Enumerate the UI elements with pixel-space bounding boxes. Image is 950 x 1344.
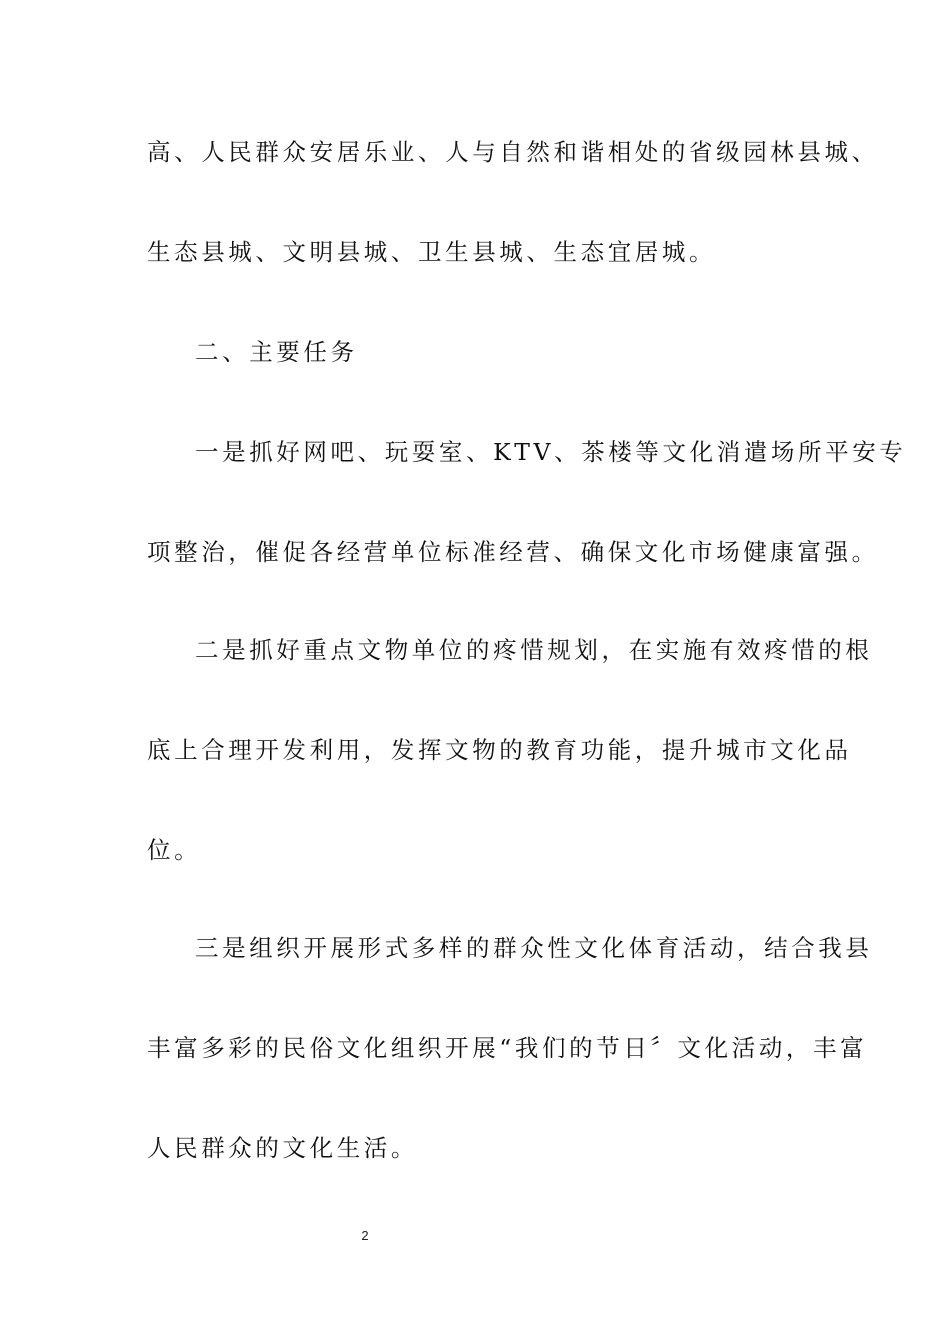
body-text-line: 位。 — [147, 836, 202, 864]
body-text-line: 生态县城、文明县城、卫生县城、生态宜居城。 — [147, 238, 717, 266]
body-text-line: 高、人民群众安居乐业、人与自然和谐相处的省级园林县城、 — [147, 138, 879, 166]
section-heading: 二、主要任务 — [195, 338, 358, 366]
body-text-line: 人民群众的文化生活。 — [147, 1134, 418, 1162]
body-text-line: 项整治，催促各经营单位标准经营、确保文化市场健康富强。 — [147, 538, 879, 566]
body-text-line: 一是抓好网吧、玩耍室、KTV、茶楼等文化消遣场所平安专 — [195, 438, 907, 466]
page-number: 2 — [361, 1228, 369, 1243]
body-text-line: 二是抓好重点文物单位的疼惜规划，在实施有效疼惜的根 — [195, 636, 873, 664]
body-text-line: 底上合理开发利用，发挥文物的教育功能，提升城市文化品 — [147, 736, 852, 764]
body-text-line: 丰富多彩的民俗文化组织开展“我们的节日〞文化活动，丰富 — [147, 1034, 868, 1062]
body-text-line: 三是组织开展形式多样的群众性文化体育活动，结合我县 — [195, 934, 873, 962]
